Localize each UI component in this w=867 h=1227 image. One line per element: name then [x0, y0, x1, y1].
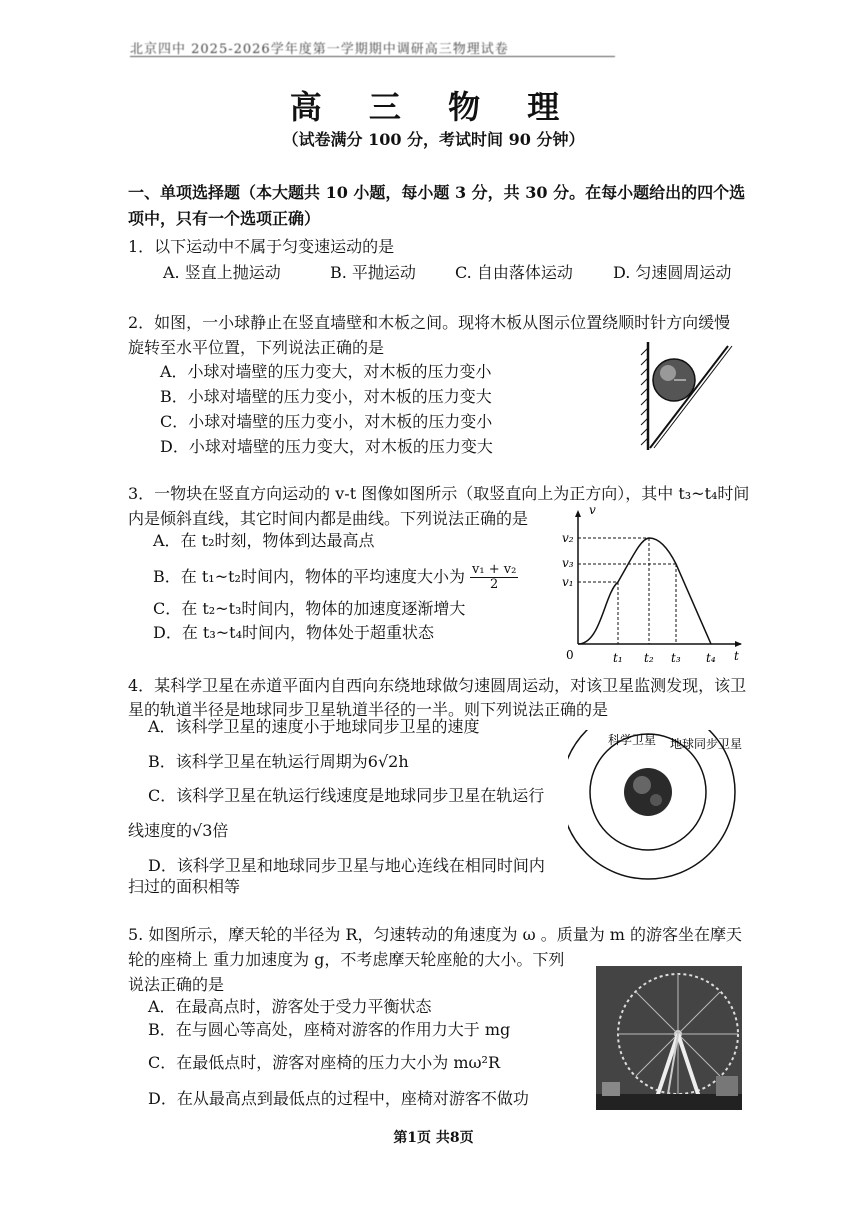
q2-stem-line2: 旋转至水平位置，下列说法正确的是 — [128, 338, 385, 357]
page-footer: 第1页 共8页 — [393, 1130, 474, 1146]
t4-label: t₄ — [706, 651, 716, 665]
v1-label: v₁ — [562, 575, 574, 589]
q2-option-a: A．小球对墙壁的压力变大，对木板的压力变小 — [160, 362, 492, 381]
q4-option-d-line1: D．该科学卫星和地球同步卫星与地心连线在相同时间内 — [148, 856, 545, 875]
q4-orbit-figure — [568, 730, 748, 880]
geo-satellite-label: 地球同步卫星 — [670, 737, 743, 751]
q1-option-b: B. 平抛运动 — [330, 263, 416, 282]
page-header: 北京四中 2025-2026学年度第一学期期中调研高三物理试卷 — [130, 38, 615, 57]
q3-fraction-numerator: v₁ + v₂ — [472, 562, 517, 577]
v2-label: v₂ — [562, 531, 574, 545]
q2-option-b: B．小球对墙壁的压力变小，对木板的压力变大 — [160, 387, 492, 406]
q3-option-c: C．在 t₂~t₃时间内，物体的加速度逐渐增大 — [153, 599, 466, 618]
q2-option-d: D．小球对墙壁的压力变大，对木板的压力变大 — [160, 437, 493, 456]
q3-option-d: D．在 t₃~t₄时间内，物体处于超重状态 — [153, 623, 435, 642]
q3-option-a: A．在 t₂时刻，物体到达最高点 — [153, 531, 375, 550]
q3-stem-line2: 内是倾斜直线，其它时间内都是曲线。下列说法正确的是 — [128, 509, 529, 528]
q5-stem-line1: 5. 如图所示，摩天轮的半径为 R，匀速转动的角速度为 ω 。质量为 m 的游客坐在摩天 — [128, 925, 743, 944]
q4-option-c-line1: C．该科学卫星在轨运行线速度是地球同步卫星在轨运行 — [148, 786, 545, 805]
q2-wall-ball-board-figure — [636, 340, 736, 452]
vt-curve — [578, 538, 711, 644]
t2-label: t₂ — [644, 651, 654, 665]
exam-subtitle: （试卷满分 100 分，考试时间 90 分钟） — [282, 130, 585, 149]
q1-option-d: D. 匀速圆周运动 — [613, 263, 732, 282]
v3-label: v₃ — [562, 556, 574, 570]
q3-fraction-denominator: 2 — [490, 577, 499, 592]
q3-stem-line1: 3．一物块在竖直方向运动的 v-t 图像如图所示（取竖直向上为正方向），其中 t₃~t₄时间 — [128, 484, 750, 503]
t-axis-label: t — [734, 649, 739, 663]
q4-option-c-line2: 线速度的√3倍 — [128, 821, 229, 840]
science-satellite-label: 科学卫星 — [608, 733, 657, 747]
t1-label: t₁ — [613, 651, 623, 665]
q3-vt-graph — [556, 504, 746, 674]
q3-option-b — [153, 563, 518, 592]
earth-shape — [624, 768, 672, 816]
q1-option-a: A. 竖直上抛运动 — [163, 263, 281, 282]
page-title: 高 三 物 理 — [289, 88, 578, 126]
origin-label: 0 — [566, 648, 574, 662]
q2-stem-line1: 2．如图，一小球静止在竖直墙壁和木板之间。现将木板从图示位置绕顺时针方向缓慢 — [128, 313, 731, 332]
q5-option-d: D．在从最高点到最低点的过程中，座椅对游客不做功 — [148, 1089, 529, 1108]
q1-option-c: C. 自由落体运动 — [455, 263, 573, 282]
q4-stem-line2: 星的轨道半径是地球同步卫星轨道半径的一半。则下列说法正确的是 — [128, 700, 609, 719]
q1-stem: 1．以下运动中不属于匀变速运动的是 — [128, 237, 395, 256]
t3-label: t₃ — [671, 651, 681, 665]
q4-stem-line1: 4．某科学卫星在赤道平面内自西向东绕地球做匀速圆周运动，对该卫星监测发现，该卫 — [128, 676, 747, 695]
q4-option-b: B．该科学卫星在轨运行周期为6√2h — [148, 752, 409, 771]
q4-option-a: A．该科学卫星的速度小于地球同步卫星的速度 — [148, 717, 480, 736]
q4-option-d-line2: 扫过的面积相等 — [128, 877, 241, 896]
section-heading-line1: 一、单项选择题（本大题共 10 小题，每小题 3 分，共 30 分。在每小题给出的四个选 — [128, 183, 746, 202]
q5-stem-line2: 轮的座椅上 重力加速度为 g，不考虑摩天轮座舱的大小。下列 — [128, 950, 565, 969]
q5-option-c: C．在最低点时，游客对座椅的压力大小为 mω²R — [148, 1053, 501, 1072]
v-axis-label: v — [589, 504, 596, 517]
q3-option-b-fraction — [470, 563, 518, 592]
q5-stem-line3: 说法正确的是 — [128, 975, 225, 994]
q2-option-c: C．小球对墙壁的压力变小，对木板的压力变小 — [160, 412, 493, 431]
q5-option-b: B．在与圆心等高处，座椅对游客的作用力大于 mg — [148, 1020, 511, 1039]
q5-option-a: A．在最高点时，游客处于受力平衡状态 — [148, 997, 432, 1016]
q3-option-b-text: B．在 t₁~t₂时间内，物体的平均速度大小为 — [153, 567, 465, 586]
section-heading-line2: 项中，只有一个选项正确） — [128, 209, 321, 228]
q5-ferris-wheel-photo — [596, 966, 742, 1110]
